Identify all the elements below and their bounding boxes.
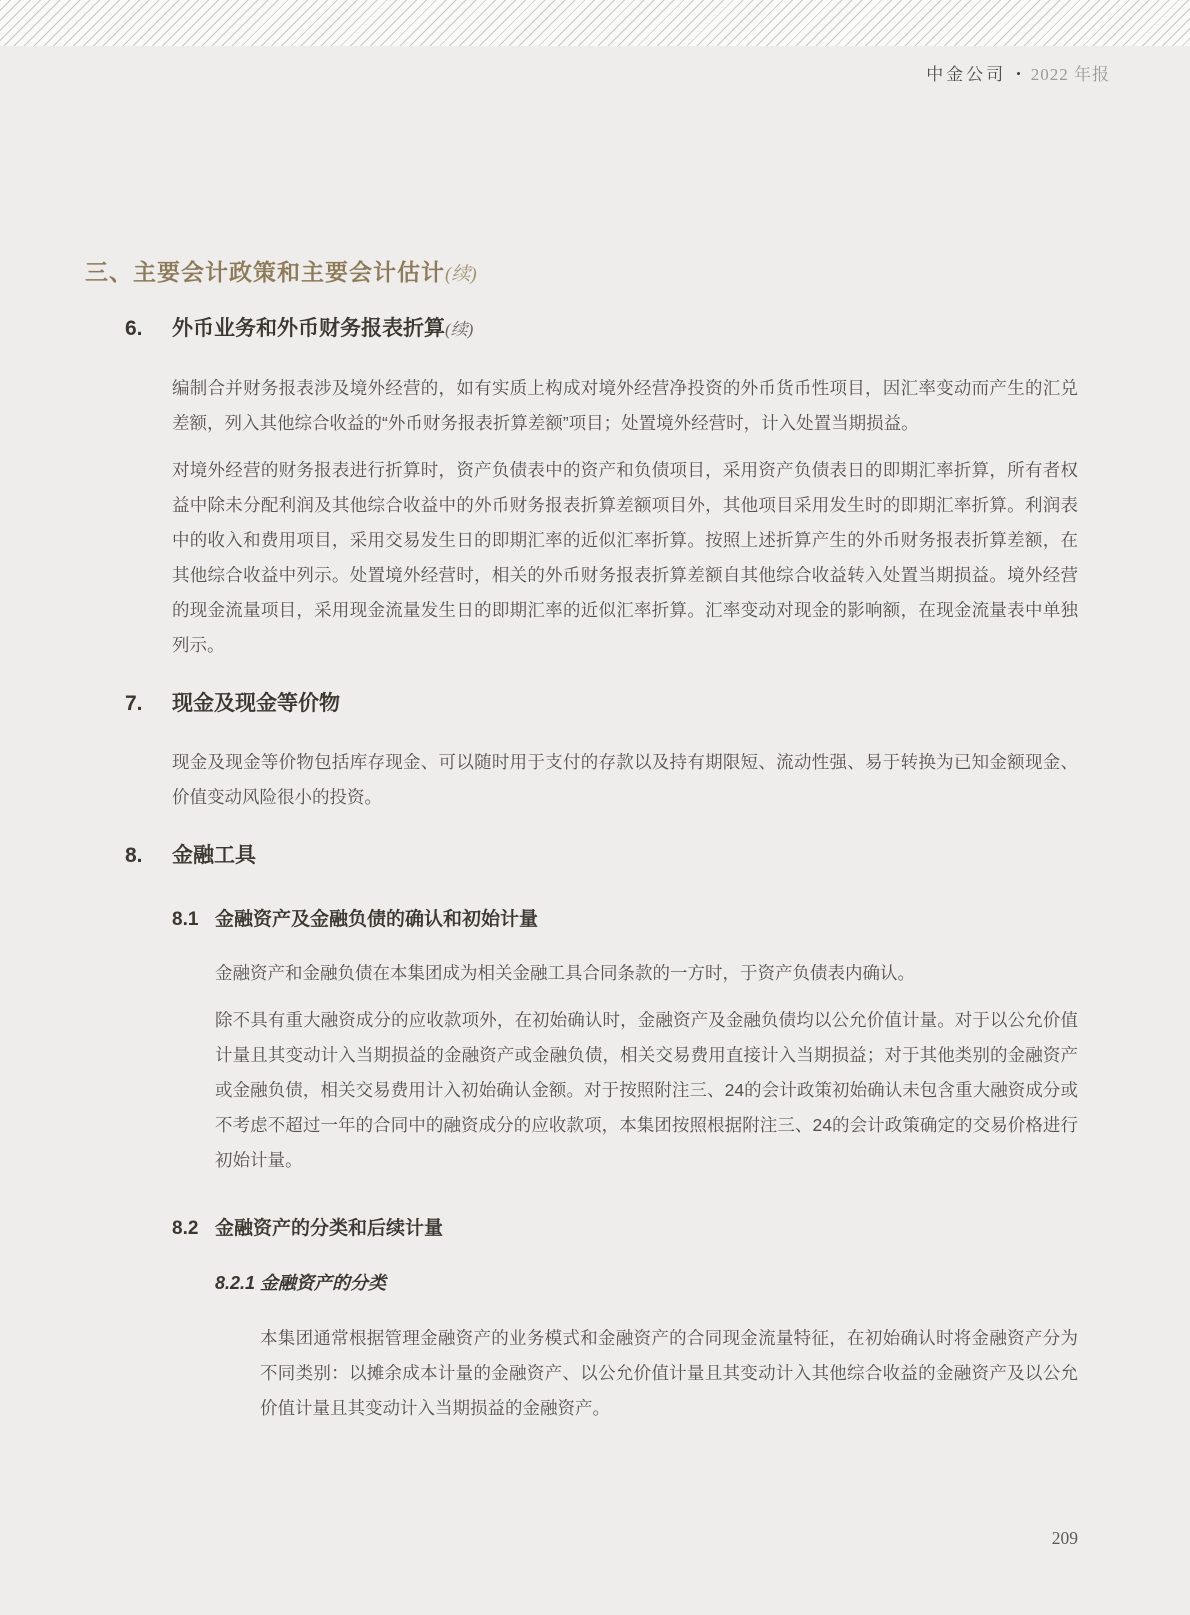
section-8-2-1-heading	[85, 1271, 1078, 1295]
page-header	[926, 60, 1110, 85]
decorative-hatch-band	[0, 0, 1190, 46]
section-8-heading	[85, 842, 1078, 869]
section-7-heading	[85, 690, 1078, 717]
section-8-2-1-title: 金融资产的分类	[260, 1273, 386, 1293]
section-6-title	[172, 315, 473, 343]
document-body	[85, 256, 1078, 1426]
section-8-1-number: 8.1	[172, 909, 199, 930]
chapter-title-text: 三、主要会计政策和主要会计估计	[85, 259, 445, 285]
section-6	[85, 315, 1078, 663]
chapter-title-continued: (续)	[445, 264, 477, 285]
header-bullet-separator: •	[1016, 66, 1021, 81]
header-company-name: 中金公司	[926, 65, 1007, 84]
section-8-2-number: 8.2	[172, 1218, 199, 1239]
section-8-1-heading	[85, 907, 1078, 932]
chapter-title	[85, 256, 1078, 291]
section-8-2	[85, 1216, 1078, 1426]
section-7	[85, 690, 1078, 815]
section-8-1-paragraph-2: 除不具有重大融资成分的应收款项外，在初始确认时，金融资产及金融负债均以公允价值计量。对于以公允价值计量且其变动计入当期损益的金融资产或金融负债，相关交易费用直接计入当期损益；对于其他类别的金融资产或金融负债，相关交易费用计入初始确认金额。对于按照附注三、24的会计政策初始确认未包含重大融资成分或不考虑不超过一年的合同中的融资成分的应收款项，本集团按照根据附注三、24的会计政策确定的交易价格进行初始计量。	[215, 1010, 1078, 1170]
section-8-2-heading	[85, 1216, 1078, 1241]
section-8-1-paragraph-1: 金融资产和金融负债在本集团成为相关金融工具合同条款的一方时，于资产负债表内确认。	[215, 963, 915, 983]
section-8-2-1-number: 8.2.1	[215, 1273, 256, 1293]
section-8-1	[85, 907, 1078, 1178]
section-6-paragraph-1: 编制合并财务报表涉及境外经营的，如有实质上构成对境外经营净投资的外币货币性项目，因汇率变动而产生的汇兑差额，列入其他综合收益的“外币财务报表折算差额”项目；处置境外经营时，计入处置当期损益。	[172, 378, 1078, 433]
section-6-paragraph-2: 对境外经营的财务报表进行折算时，资产负债表中的资产和负债项目，采用资产负债表日的即期汇率折算，所有者权益中除未分配利润及其他综合收益中的外币财务报表折算差额项目外，其他项目采用发生时的即期汇率折算。利润表中的收入和费用项目，采用交易发生日的即期汇率的近似汇率折算。按照上述折算产生的外币财务报表折算差额，在其他综合收益中列示。处置境外经营时，相关的外币财务报表折算差额自其他综合收益转入处置当期损益。境外经营的现金流量项目，采用现金流量发生日的即期汇率的近似汇率折算。汇率变动对现金的影响额，在现金流量表中单独列示。	[172, 460, 1078, 655]
section-6-number: 6.	[125, 317, 143, 340]
section-8-2-title: 金融资产的分类和后续计量	[215, 1218, 444, 1239]
section-8-title: 金融工具	[172, 844, 256, 867]
section-8-2-1	[85, 1271, 1078, 1426]
section-6-heading	[85, 315, 1078, 343]
section-6-title-continued: (续)	[445, 320, 474, 339]
section-8-1-title: 金融资产及金融负债的确认和初始计量	[215, 909, 539, 930]
section-8-2-1-paragraph-1: 本集团通常根据管理金融资产的业务模式和金融资产的合同现金流量特征，在初始确认时将金融资产分为不同类别：以摊余成本计量的金融资产、以公允价值计量且其变动计入其他综合收益的金融资产及以公允价值计量且其变动计入当期损益的金融资产。	[260, 1328, 1078, 1418]
section-7-paragraph-1: 现金及现金等价物包括库存现金、可以随时用于支付的存款以及持有期限短、流动性强、易于转换为已知金额现金、价值变动风险很小的投资。	[172, 752, 1078, 807]
section-8	[85, 842, 1078, 1426]
section-7-number: 7.	[125, 692, 143, 715]
section-8-number: 8.	[125, 844, 143, 867]
section-6-title-text: 外币业务和外币财务报表折算	[172, 317, 445, 340]
page-number: 209	[1051, 1528, 1078, 1548]
header-report-year: 2022 年报	[1030, 65, 1110, 84]
section-7-title: 现金及现金等价物	[172, 692, 340, 715]
